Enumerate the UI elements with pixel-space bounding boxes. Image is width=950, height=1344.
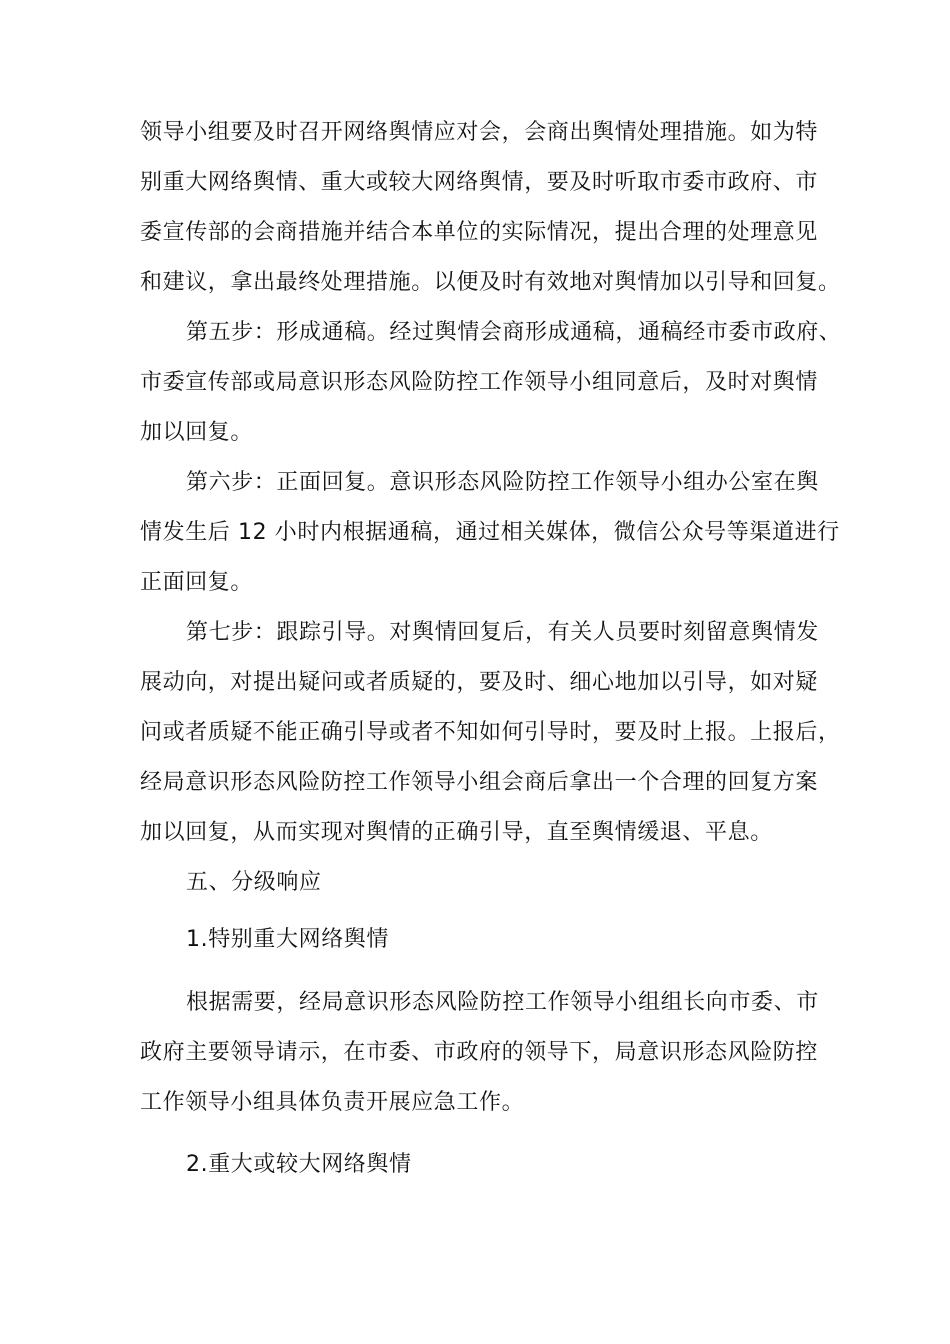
- subsection-heading: 2.重大或较大网络舆情: [186, 1152, 412, 1177]
- body-text-line: 第七步：跟踪引导。对舆情回复后，有关人员要时刻留意舆情发: [186, 620, 819, 645]
- body-text-line: 领导小组要及时召开网络舆情应对会，会商出舆情处理措施。如为特: [140, 120, 819, 145]
- body-text-line: 情发生后 12 小时内根据通稿，通过相关媒体，微信公众号等渠道进行: [140, 520, 840, 545]
- body-text-line: 第六步：正面回复。意识形态风险防控工作领导小组办公室在舆: [186, 470, 819, 495]
- body-text-line: 和建议，拿出最终处理措施。以便及时有效地对舆情加以引导和回复。: [140, 270, 841, 295]
- section-heading: 五、分级响应: [186, 870, 322, 895]
- body-text-line: 别重大网络舆情、重大或较大网络舆情，要及时听取市委市政府、市: [140, 170, 819, 195]
- body-text-line: 根据需要，经局意识形态风险防控工作领导小组组长向市委、市: [186, 990, 819, 1015]
- body-text-line: 政府主要领导请示，在市委、市政府的领导下，局意识形态风险防控: [140, 1040, 819, 1065]
- body-text-line: 第五步：形成通稿。经过舆情会商形成通稿，通稿经市委市政府、: [186, 320, 842, 345]
- body-text-line: 问或者质疑不能正确引导或者不知如何引导时，要及时上报。上报后，: [140, 720, 841, 745]
- body-text-line: 加以回复，从而实现对舆情的正确引导，直至舆情缓退、平息。: [140, 820, 773, 845]
- body-text-line: 市委宣传部或局意识形态风险防控工作领导小组同意后，及时对舆情: [140, 370, 819, 395]
- body-text-line: 工作领导小组具体负责开展应急工作。: [140, 1090, 525, 1115]
- body-text-line: 展动向，对提出疑问或者质疑的，要及时、细心地加以引导，如对疑: [140, 670, 819, 695]
- subsection-heading: 1.特别重大网络舆情: [186, 927, 389, 952]
- body-text-line: 正面回复。: [140, 570, 254, 595]
- body-text-line: 经局意识形态风险防控工作领导小组会商后拿出一个合理的回复方案: [140, 770, 819, 795]
- body-text-line: 委宣传部的会商措施并结合本单位的实际情况，提出合理的处理意见: [140, 220, 819, 245]
- body-text-line: 加以回复。: [140, 420, 254, 445]
